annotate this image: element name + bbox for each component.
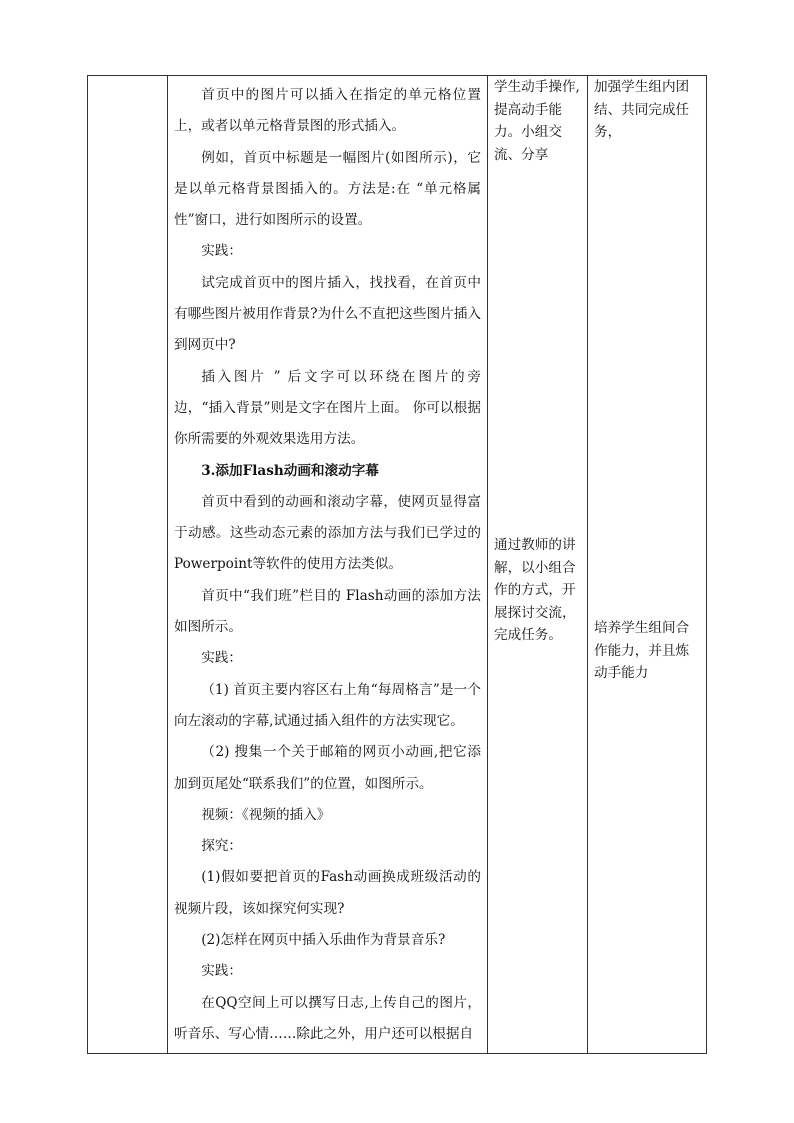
- content-paragraph: 探究：: [201, 838, 242, 855]
- content-paragraph: 视频：《视频的插入》: [201, 806, 331, 823]
- content-paragraph: （1) 首页主要内容区右上角“每周格言”是一个向左滚动的字幕,试通过插入组件的方法实现它。: [174, 681, 481, 729]
- design-intent-text: 加强学生组内团结、共同完成任务，: [594, 79, 690, 141]
- section-heading: 3.添加Flash动画和滚动字幕: [201, 462, 379, 479]
- content-paragraph: 首页中的图片可以插入在指定的单元格位置上，或者以单元格背景图的形式插入。: [174, 87, 481, 135]
- design-intent-text: 培养学生组间合作能力，并且炼动手能力: [594, 620, 690, 682]
- content-paragraph: (1)假如要把首页的Fash动画换成班级活动的视频片段，该如探究何实现?: [174, 869, 481, 917]
- content-paragraph: (2)怎样在网页中插入乐曲作为背景音乐?: [201, 932, 446, 949]
- content-paragraph: 在QQ空间上可以撰写日志,上传自己的图片，听音乐、写心情……除此之外，用户还可以根据自: [174, 994, 481, 1042]
- student-activity-text: 通过教师的讲解，以小组合作的方式，开展探讨交流，完成任务。: [494, 537, 576, 644]
- content-paragraph: 试完成首页中的图片插入，找找看，在首页中有哪些图片被用作背景?为什么不直把这些图片插入到网页中?: [174, 274, 481, 354]
- content-paragraph: 首页中看到的动画和滚动字幕，使网页显得富于动感。这些动态元素的添加方法与我们已学过的Powerpoint等软件的使用方法类似。: [174, 493, 481, 573]
- content-paragraph: 实践：: [201, 963, 242, 980]
- content-paragraph: 实践：: [201, 243, 242, 260]
- teaching-content-cell: [168, 76, 488, 1054]
- lesson-plan-table: [87, 75, 707, 1054]
- content-paragraph: 例如，首页中标题是一幅图片(如图所示)，它是以单元格背景图插入的。方法是:在 “单元格属性”窗口，进行如图所示的设置。: [174, 149, 481, 229]
- student-activity-cell: [488, 76, 588, 1054]
- empty-label-cell: [88, 76, 168, 1054]
- content-paragraph: 首页中“我们班”栏目的 Flash动画的添加方法如图所示。: [174, 587, 481, 636]
- student-activity-text: 学生动手操作,提高动手能力。小组交流、分享: [494, 79, 580, 163]
- design-intent-cell: [588, 76, 707, 1054]
- content-paragraph: 实践：: [201, 650, 242, 667]
- content-paragraph: （2) 搜集一个关于邮箱的网页小动画,把它添加到页尾处“联系我们”的位置，如图所示。: [174, 744, 481, 792]
- content-paragraph: 插入图片 ” 后文字可以环绕在图片的旁边，“插入背景”则是文字在图片上面。 你可以根据你所需要的外观效果选用方法。: [174, 368, 481, 448]
